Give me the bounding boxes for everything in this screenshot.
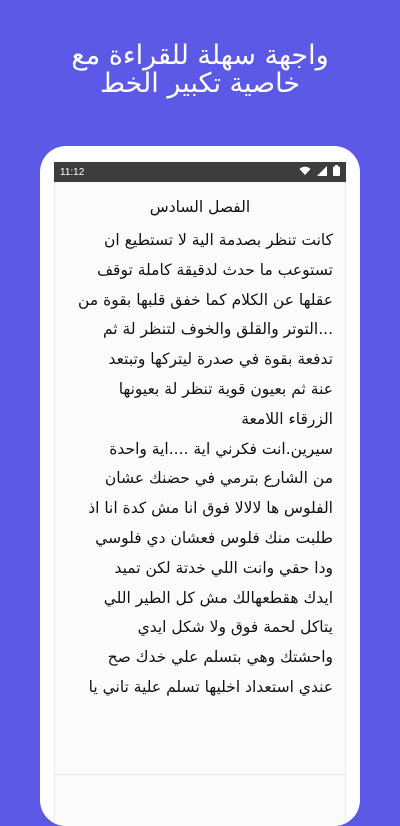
headline-line-1: واجهة سهلة للقراءة مع (71, 40, 329, 71)
text-line: من الشارع بترمي في حضنك عشان (104, 469, 333, 488)
text-line: عندي استعداد اخليها تسلم علية تاني يا (88, 677, 333, 696)
text-line: الفلوس ها لالالا فوق انا مش كدة انا اذ (88, 499, 333, 518)
status-icons (299, 165, 346, 179)
reader-page[interactable] (54, 182, 346, 826)
text-line: عقلها عن الكلام كما خفق قلبها بقوة من (78, 290, 333, 309)
status-time: 11:12 (60, 166, 85, 178)
chapter-title: الفصل السادس (149, 198, 251, 216)
text-line: عنة ثم بعيون قوية تنظر لة بعيونها (118, 379, 333, 398)
text-line: طلبت منك فلوس فعشان دي فلوسي (95, 528, 333, 547)
page-bottom-edge (54, 774, 346, 781)
text-line: يتاكل لحمة فوق ولا شكل ايدي (137, 618, 333, 637)
text-line: سيرين.انت فكرني اية ....اية واحدة (109, 439, 333, 458)
promo-headline (0, 42, 400, 98)
text-line: ايدك هقطعهالك مش كل الطير اللي (103, 588, 333, 607)
text-line: تستوعب ما حدث لدقيقة كاملة توقف (97, 260, 333, 279)
headline-line-2: خاصية تكبير الخط (99, 68, 301, 99)
text-line: الزرقاء اللامعة (241, 409, 333, 428)
text-line: واحشتك وهي بتسلم علي خدك صح (107, 648, 333, 667)
wifi-icon (299, 166, 311, 179)
chapter-body-text (55, 226, 345, 703)
battery-icon (333, 165, 340, 179)
text-line: تدفعة بقوة في صدرة ليتركها وتبتعد (108, 350, 333, 369)
text-line: ودا حقي وانت اللي خدتة لكن تميد (114, 558, 333, 577)
signal-icon (317, 166, 327, 179)
text-line: كانت تنظر بصدمة الية لا تستطيع ان (104, 231, 333, 249)
status-bar (54, 162, 346, 182)
text-line: ...التوتر والقلق والخوف لتنظر لة ثم (102, 320, 333, 339)
phone-frame (40, 146, 360, 826)
